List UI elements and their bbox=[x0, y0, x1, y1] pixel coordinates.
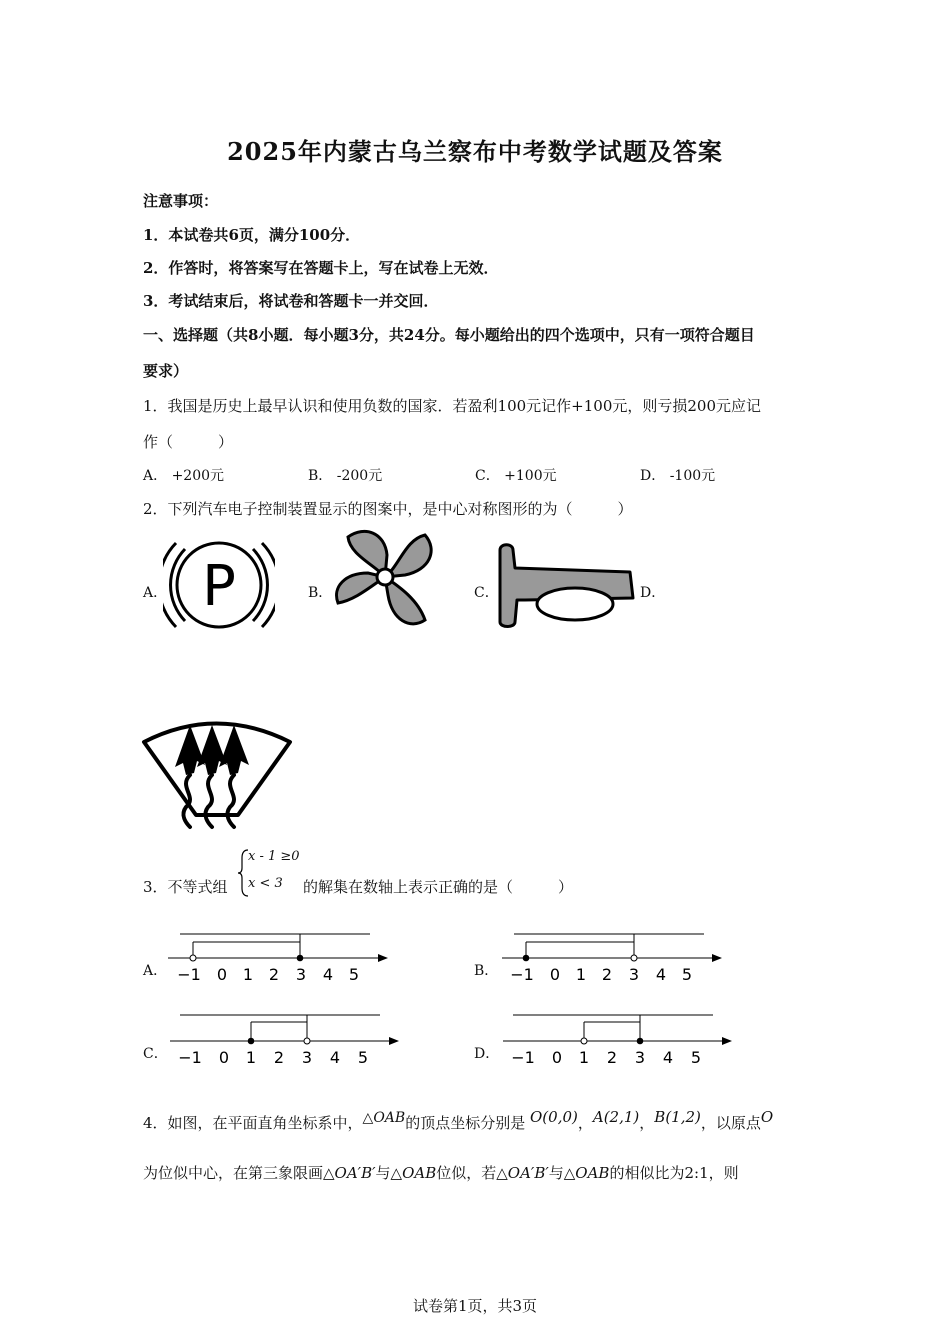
q1-option-b: B． -200元 bbox=[308, 468, 383, 484]
system-eq-2: x < 3 bbox=[248, 876, 283, 891]
number-line-c bbox=[165, 1005, 405, 1070]
q1-option-a: A． +200元 bbox=[143, 468, 225, 484]
tick-label: 5 bbox=[357, 1048, 369, 1067]
tick-label: −1 bbox=[510, 965, 534, 984]
tick-label: −1 bbox=[177, 965, 201, 984]
q2-label-d: D． bbox=[640, 585, 666, 601]
section-heading-cont: 要求） bbox=[143, 362, 189, 380]
tick-label: 1 bbox=[578, 1048, 590, 1067]
tick-label: 2 bbox=[268, 965, 280, 984]
q2-label-b: B． bbox=[308, 585, 333, 601]
tick-label: 5 bbox=[690, 1048, 702, 1067]
q1-stem-cont: 作（ ） bbox=[143, 433, 234, 451]
tick-label: 5 bbox=[348, 965, 360, 984]
fan-icon bbox=[330, 525, 440, 630]
tick-label: 4 bbox=[655, 965, 667, 984]
p-letter: P bbox=[202, 554, 236, 619]
q3-stem-suffix: 的解集在数轴上表示正确的是（ ） bbox=[303, 878, 574, 896]
tick-label: 4 bbox=[322, 965, 334, 984]
q3-label-a: A． bbox=[143, 963, 168, 979]
q3-label-d: D． bbox=[474, 1046, 500, 1062]
tick-label: −1 bbox=[511, 1048, 535, 1067]
tick-label: 5 bbox=[681, 965, 693, 984]
note-item: 3．考试结束后，将试卷和答题卡一并交回． bbox=[143, 292, 439, 310]
tick-label: 3 bbox=[301, 1048, 313, 1067]
q1-option-d: D． -100元 bbox=[640, 468, 716, 484]
tick-label: 3 bbox=[295, 965, 307, 984]
q4-stem-cont: 为位似中心，在第三象限画△OA′B′与△OAB位似，若△OA′B′与△OAB的相似比为2:1，则 bbox=[143, 1164, 739, 1182]
number-line-b bbox=[494, 922, 729, 987]
tick-label: 4 bbox=[662, 1048, 674, 1067]
q2-stem: 2．下列汽车电子控制装置显示的图案中，是中心对称图形的为（ ） bbox=[143, 500, 633, 518]
note-item: 2．作答时，将答案写在答题卡上，写在试卷上无效． bbox=[143, 259, 499, 277]
tick-label: 0 bbox=[218, 1048, 230, 1067]
q3-label-c: C． bbox=[143, 1046, 168, 1062]
q1-stem: 1．我国是历史上最早认识和使用负数的国家．若盈利100元记作+100元，则亏损200元应记 bbox=[143, 397, 762, 415]
tick-label: 4 bbox=[329, 1048, 341, 1067]
tick-label: 0 bbox=[216, 965, 228, 984]
tick-label: 3 bbox=[634, 1048, 646, 1067]
number-line-a bbox=[160, 922, 395, 987]
tick-label: 1 bbox=[575, 965, 587, 984]
system-eq-1: x - 1 ≥0 bbox=[248, 849, 300, 864]
tick-label: 2 bbox=[273, 1048, 285, 1067]
tick-label: 1 bbox=[245, 1048, 257, 1067]
tick-label: 0 bbox=[551, 1048, 563, 1067]
note-item: 1．本试卷共6页，满分100分． bbox=[143, 226, 361, 244]
tick-label: −1 bbox=[178, 1048, 202, 1067]
q1-option-c: C． +100元 bbox=[475, 468, 557, 484]
tick-label: 1 bbox=[242, 965, 254, 984]
page-title: 2025年内蒙古乌兰察布中考数学试题及答案 bbox=[227, 137, 723, 166]
parking-brake-icon bbox=[163, 535, 275, 635]
number-line-d bbox=[498, 1005, 738, 1070]
tick-label: 2 bbox=[606, 1048, 618, 1067]
horn-icon bbox=[495, 540, 640, 630]
defrost-icon bbox=[138, 715, 298, 835]
tick-label: 0 bbox=[549, 965, 561, 984]
q3-label-b: B． bbox=[474, 963, 499, 979]
page-footer: 试卷第1页，共3页 bbox=[412, 1297, 538, 1315]
tick-label: 2 bbox=[601, 965, 613, 984]
tick-label: 3 bbox=[628, 965, 640, 984]
notes-heading: 注意事项： bbox=[143, 192, 219, 210]
section-heading: 一、选择题（共8小题．每小题3分，共24分。每小题给出的四个选项中，只有一项符合题目 bbox=[143, 326, 755, 344]
q2-label-c: C． bbox=[474, 585, 499, 601]
q4-stem: 4．如图，在平面直角坐标系中，△OAB的顶点坐标分别是 O(0,0)，A(2,1)，B(1,2)，以原点O bbox=[143, 1108, 774, 1132]
q2-label-a: A． bbox=[143, 585, 168, 601]
q3-stem-prefix: 3．不等式组 bbox=[143, 878, 228, 896]
